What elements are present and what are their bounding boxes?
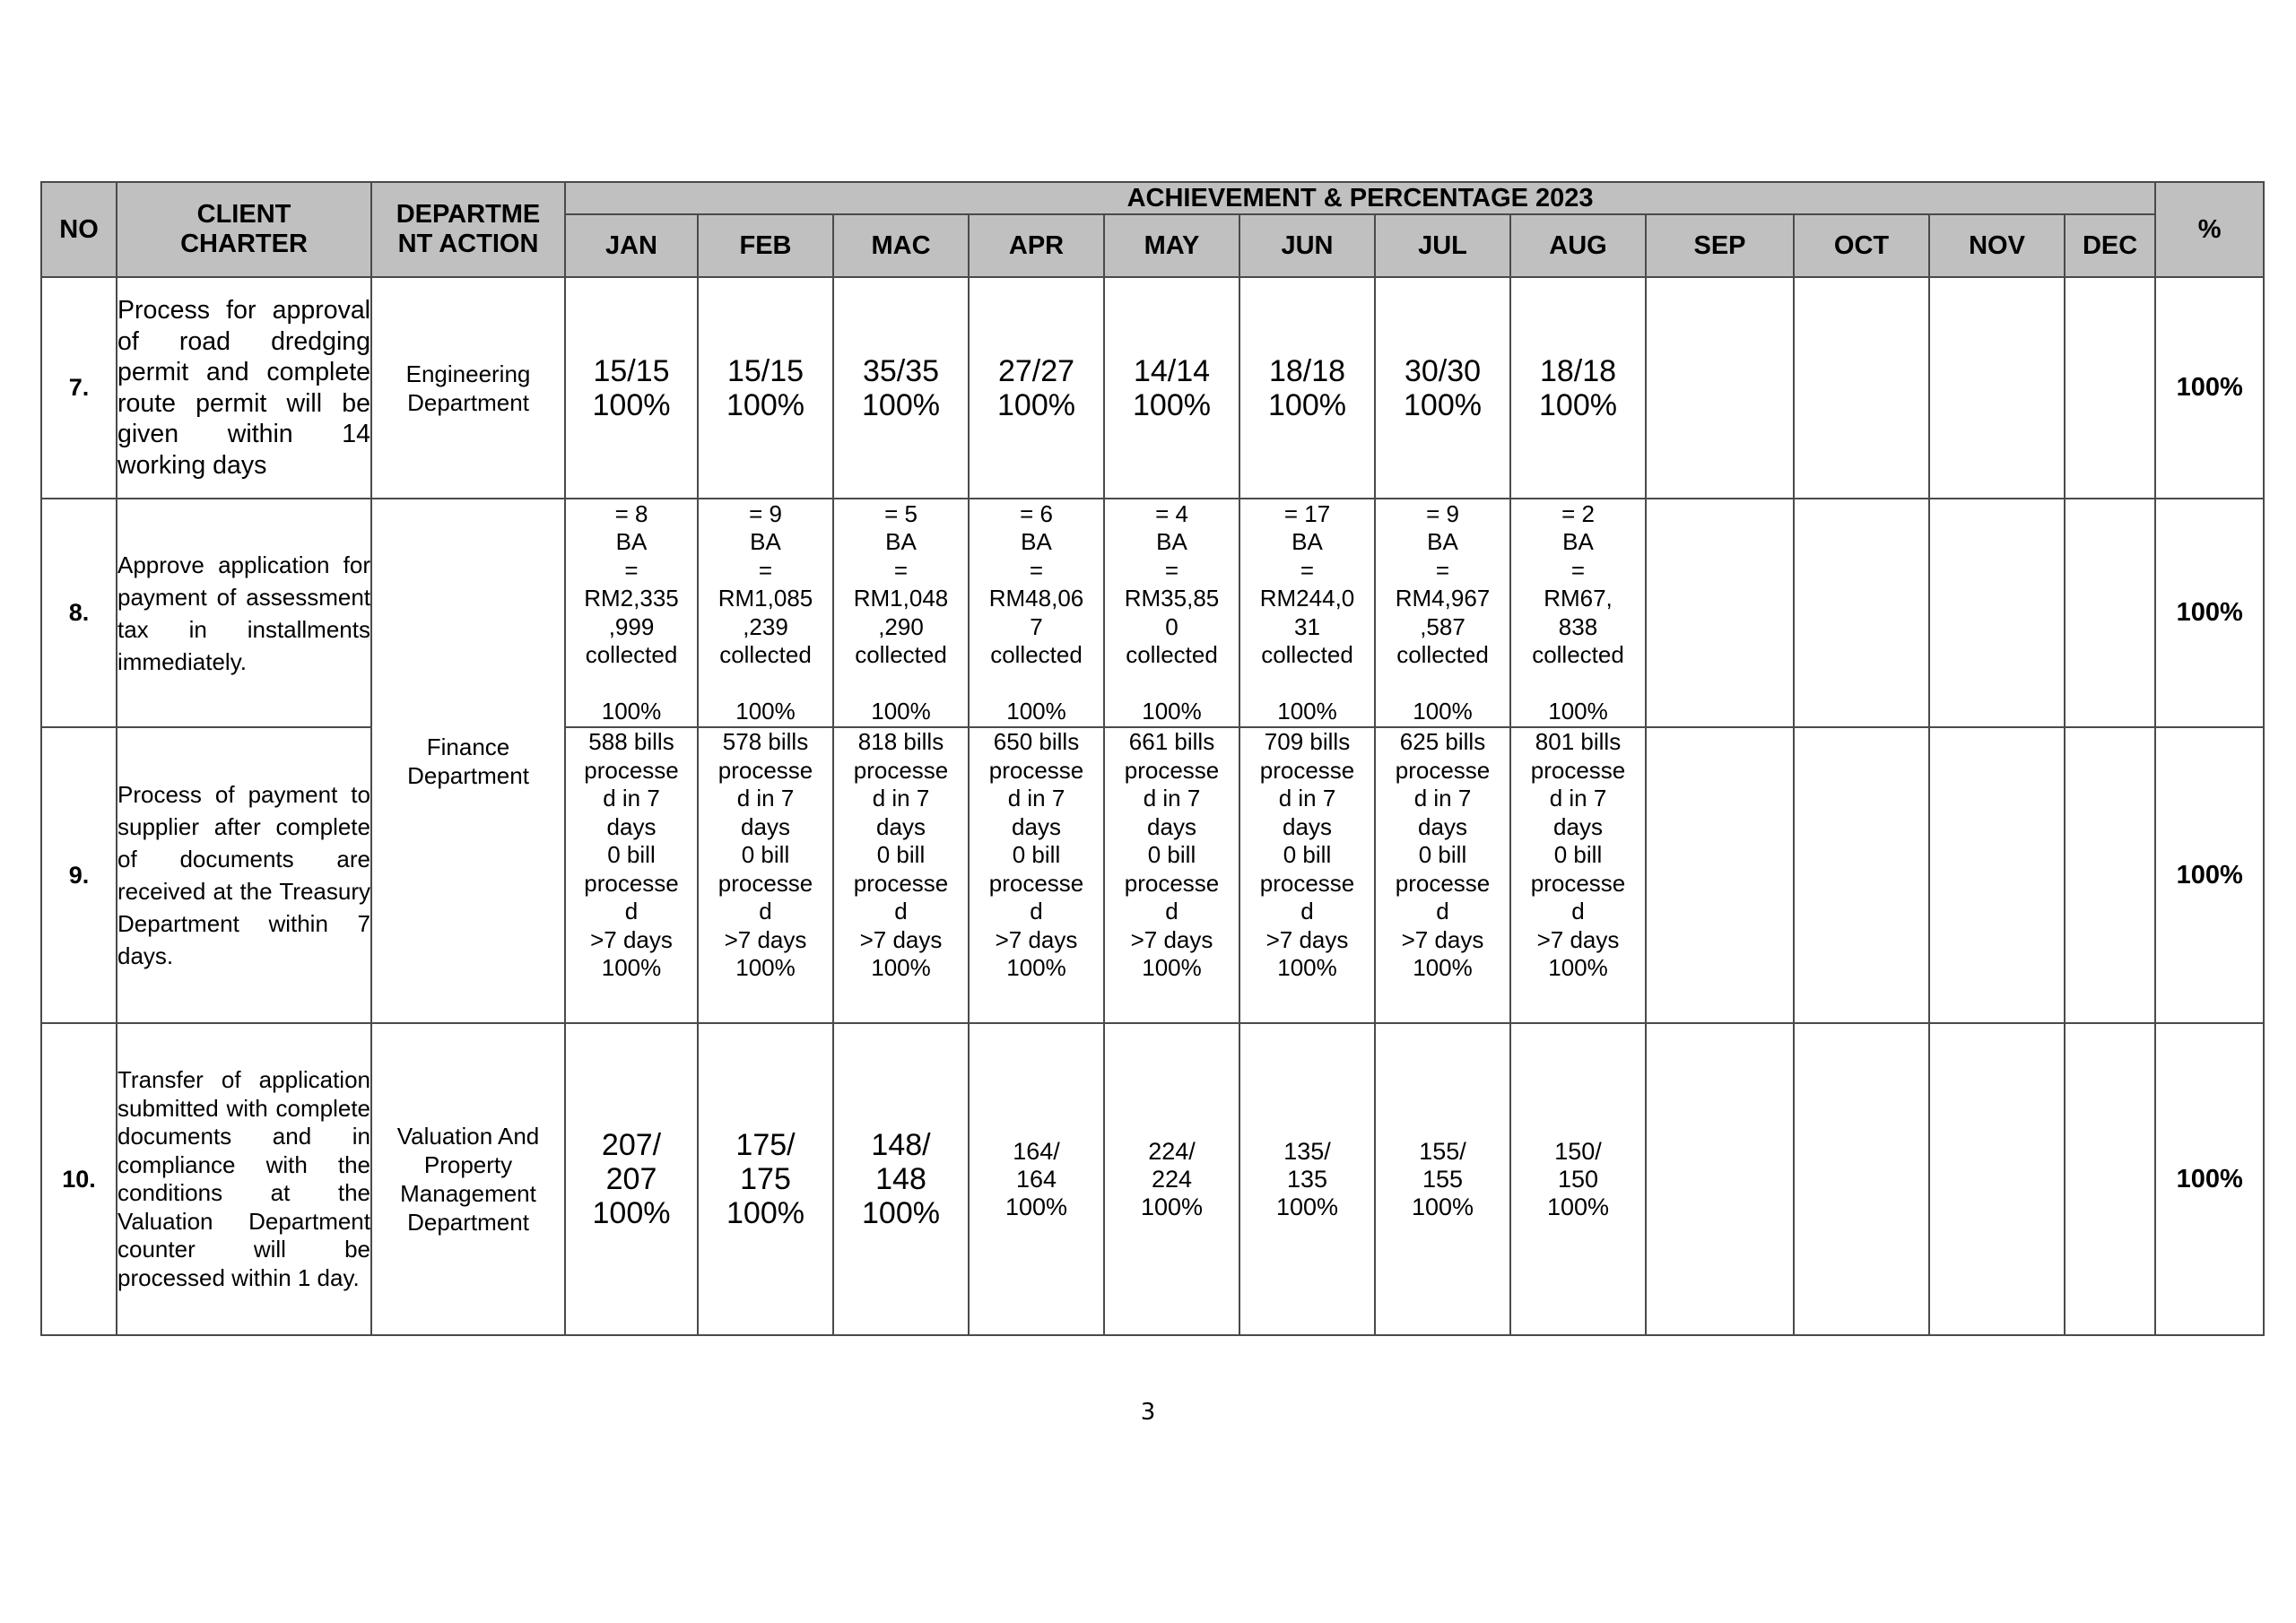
month-cell: [1929, 499, 2065, 727]
month-cell: 15/15 100%: [565, 277, 698, 499]
month-cell: [1929, 727, 2065, 1023]
month-cell: = 2 BA = RM67, 838 collected 100%: [1510, 499, 1646, 727]
table-row: [41, 277, 2264, 499]
header-no: NO: [41, 182, 117, 277]
header-month-jun: JUN: [1239, 214, 1375, 277]
month-cell: 14/14 100%: [1104, 277, 1239, 499]
month-cell: [1794, 1023, 1929, 1335]
month-cell: = 5 BA = RM1,048 ,290 collected 100%: [833, 499, 969, 727]
month-cell: [1929, 277, 2065, 499]
department-name: Valuation And Property Management Department: [371, 1023, 565, 1335]
month-cell: 148/ 148 100%: [833, 1023, 969, 1335]
header-achievement-group: ACHIEVEMENT & PERCENTAGE 2023: [565, 182, 2155, 214]
month-cell: 27/27 100%: [969, 277, 1104, 499]
achievement-table: [40, 181, 2265, 1336]
department-name: Finance Department: [371, 499, 565, 1023]
month-cell: = 9 BA = RM1,085 ,239 collected 100%: [698, 499, 833, 727]
total-percent: 100%: [2155, 1023, 2264, 1335]
total-percent: 100%: [2155, 727, 2264, 1023]
month-cell: 224/ 224 100%: [1104, 1023, 1239, 1335]
header-month-nov: NOV: [1929, 214, 2065, 277]
month-cell: 578 bills processe d in 7 days 0 bill processe d >7 days 100%: [698, 727, 833, 1023]
month-cell: 35/35 100%: [833, 277, 969, 499]
month-cell: 18/18 100%: [1239, 277, 1375, 499]
header-month-aug: AUG: [1510, 214, 1646, 277]
month-cell: [1646, 277, 1794, 499]
client-charter-text: Process for approval of road dredging permit and complete route permit will be given within 14 working days: [117, 277, 371, 499]
page-number: 3: [1140, 1399, 1156, 1426]
row-number: 9.: [41, 727, 117, 1023]
client-charter-text: Process of payment to supplier after complete of documents are received at the Treasury Department within 7 days.: [117, 727, 371, 1023]
month-cell: = 17 BA = RM244,0 31 collected 100%: [1239, 499, 1375, 727]
month-cell: 164/ 164 100%: [969, 1023, 1104, 1335]
month-cell: 661 bills processe d in 7 days 0 bill processe d >7 days 100%: [1104, 727, 1239, 1023]
month-cell: 801 bills processe d in 7 days 0 bill processe d >7 days 100%: [1510, 727, 1646, 1023]
header-month-mac: MAC: [833, 214, 969, 277]
header-department-action: DEPARTME NT ACTION: [371, 182, 565, 277]
month-cell: [1646, 499, 1794, 727]
month-cell: 30/30 100%: [1375, 277, 1510, 499]
row-number: 7.: [41, 277, 117, 499]
header-month-feb: FEB: [698, 214, 833, 277]
header-month-oct: OCT: [1794, 214, 1929, 277]
month-cell: [1794, 499, 1929, 727]
month-cell: = 9 BA = RM4,967 ,587 collected 100%: [1375, 499, 1510, 727]
header-month-jul: JUL: [1375, 214, 1510, 277]
header-month-dec: DEC: [2065, 214, 2155, 277]
header-month-apr: APR: [969, 214, 1104, 277]
month-cell: [2065, 499, 2155, 727]
header-month-jan: JAN: [565, 214, 698, 277]
month-cell: [1794, 277, 1929, 499]
month-cell: 588 bills processe d in 7 days 0 bill processe d >7 days 100%: [565, 727, 698, 1023]
table-row: [41, 499, 2264, 727]
month-cell: 175/ 175 100%: [698, 1023, 833, 1335]
month-cell: 18/18 100%: [1510, 277, 1646, 499]
month-cell: 625 bills processe d in 7 days 0 bill processe d >7 days 100%: [1375, 727, 1510, 1023]
month-cell: [1646, 727, 1794, 1023]
month-cell: 135/ 135 100%: [1239, 1023, 1375, 1335]
month-cell: 15/15 100%: [698, 277, 833, 499]
month-cell: 150/ 150 100%: [1510, 1023, 1646, 1335]
month-cell: 818 bills processe d in 7 days 0 bill processe d >7 days 100%: [833, 727, 969, 1023]
header-percent: %: [2155, 182, 2264, 277]
header-month-sep: SEP: [1646, 214, 1794, 277]
month-cell: 207/ 207 100%: [565, 1023, 698, 1335]
month-cell: 709 bills processe d in 7 days 0 bill processe d >7 days 100%: [1239, 727, 1375, 1023]
month-cell: = 6 BA = RM48,06 7 collected 100%: [969, 499, 1104, 727]
month-cell: 155/ 155 100%: [1375, 1023, 1510, 1335]
department-name: Engineering Department: [371, 277, 565, 499]
month-cell: [1794, 727, 1929, 1023]
month-cell: [2065, 727, 2155, 1023]
row-number: 8.: [41, 499, 117, 727]
month-cell: 650 bills processe d in 7 days 0 bill processe d >7 days 100%: [969, 727, 1104, 1023]
month-cell: = 8 BA = RM2,335 ,999 collected 100%: [565, 499, 698, 727]
month-cell: = 4 BA = RM35,85 0 collected 100%: [1104, 499, 1239, 727]
header-month-may: MAY: [1104, 214, 1239, 277]
month-cell: [2065, 277, 2155, 499]
month-cell: [1929, 1023, 2065, 1335]
row-number: 10.: [41, 1023, 117, 1335]
client-charter-text: Transfer of application submitted with complete documents and in compliance with the conditions at the Valuation Department counter will be processed within 1 day.: [117, 1023, 371, 1335]
table-row: [41, 1023, 2264, 1335]
month-cell: [1646, 1023, 1794, 1335]
month-cell: [2065, 1023, 2155, 1335]
total-percent: 100%: [2155, 277, 2264, 499]
header-client-charter: CLIENT CHARTER: [117, 182, 371, 277]
client-charter-text: Approve application for payment of assessment tax in installments immediately.: [117, 499, 371, 727]
total-percent: 100%: [2155, 499, 2264, 727]
